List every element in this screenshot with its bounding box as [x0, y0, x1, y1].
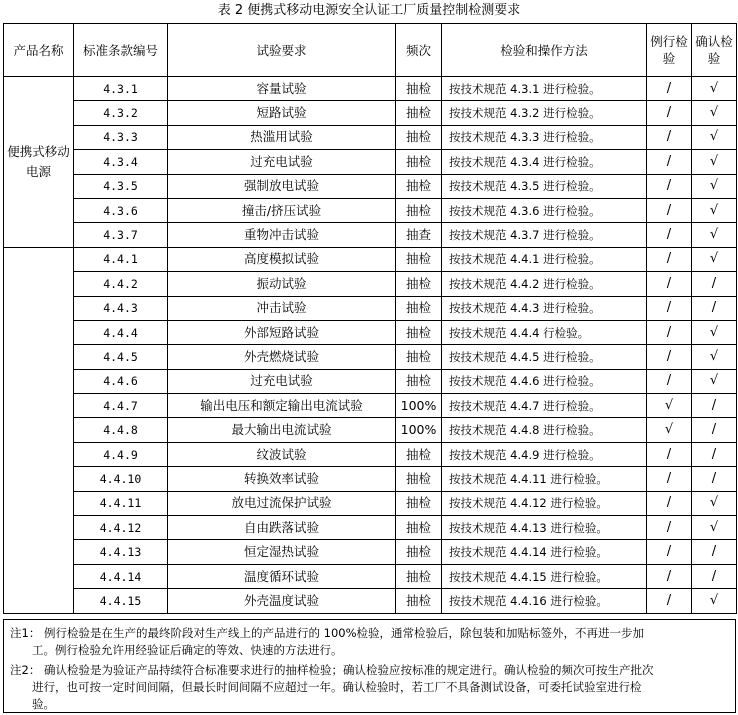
frequency-cell: 抽检 — [396, 125, 442, 149]
frequency-cell: 抽检 — [396, 77, 442, 101]
notes-box — [3, 619, 736, 713]
frequency-cell: 抽检 — [396, 174, 442, 198]
table-row — [4, 418, 737, 442]
frequency-cell: 抽检 — [396, 320, 442, 344]
requirement-cell: 振动试验 — [168, 272, 396, 296]
frequency-cell: 抽检 — [396, 467, 442, 491]
frequency-cell: 抽检 — [396, 150, 442, 174]
note-1 — [10, 625, 730, 659]
method-cell: 按技术规范 4.4.3 进行检验。 — [442, 296, 647, 320]
requirement-cell: 恒定湿热试验 — [168, 540, 396, 564]
confirm-mark-cell: √ — [692, 125, 737, 149]
clause-cell: 4.4.9 — [74, 442, 168, 466]
routine-mark-cell: √ — [647, 394, 692, 418]
header-confirm: 确认检验 — [692, 24, 737, 77]
clause-cell: 4.3.1 — [74, 77, 168, 101]
requirement-cell: 外壳温度试验 — [168, 589, 396, 613]
table-row — [4, 223, 737, 247]
routine-mark-cell: / — [647, 369, 692, 393]
routine-mark-cell: / — [647, 345, 692, 369]
method-cell: 按技术规范 4.4.16 进行检验。 — [442, 589, 647, 613]
frequency-cell: 抽检 — [396, 345, 442, 369]
header-method: 检验和操作方法 — [442, 24, 647, 77]
routine-mark-cell: / — [647, 540, 692, 564]
method-cell: 按技术规范 4.4.7 进行检验。 — [442, 394, 647, 418]
clause-cell: 4.4.7 — [74, 394, 168, 418]
clause-cell: 4.4.4 — [74, 320, 168, 344]
table-row — [4, 345, 737, 369]
method-cell: 按技术规范 4.3.4 进行检验。 — [442, 150, 647, 174]
method-cell: 按技术规范 4.4.12 进行检验。 — [442, 491, 647, 515]
requirement-cell: 热滥用试验 — [168, 125, 396, 149]
table-row — [4, 150, 737, 174]
confirm-mark-cell: √ — [692, 369, 737, 393]
routine-mark-cell: / — [647, 589, 692, 613]
confirm-mark-cell: √ — [692, 345, 737, 369]
method-cell: 按技术规范 4.4.1 进行检验。 — [442, 247, 647, 271]
routine-mark-cell: / — [647, 296, 692, 320]
requirement-cell: 外壳燃烧试验 — [168, 345, 396, 369]
confirm-mark-cell: √ — [692, 223, 737, 247]
clause-cell: 4.4.15 — [74, 589, 168, 613]
method-cell: 按技术规范 4.4.15 进行检验。 — [442, 564, 647, 588]
header-frequency: 频次 — [396, 24, 442, 77]
frequency-cell: 抽检 — [396, 589, 442, 613]
routine-mark-cell: / — [647, 272, 692, 296]
clause-cell: 4.3.7 — [74, 223, 168, 247]
frequency-cell: 抽检 — [396, 491, 442, 515]
table-row — [4, 491, 737, 515]
confirm-mark-cell: / — [692, 418, 737, 442]
requirement-cell: 自由跌落试验 — [168, 516, 396, 540]
method-cell: 按技术规范 4.3.6 进行检验。 — [442, 198, 647, 222]
requirement-cell: 过充电试验 — [168, 369, 396, 393]
clause-cell: 4.4.3 — [74, 296, 168, 320]
requirement-cell: 强制放电试验 — [168, 174, 396, 198]
requirement-cell: 放电过流保护试验 — [168, 491, 396, 515]
header-clause: 标准条款编号 — [74, 24, 168, 77]
routine-mark-cell: / — [647, 320, 692, 344]
method-cell: 按技术规范 4.3.3 进行检验。 — [442, 125, 647, 149]
method-cell: 按技术规范 4.3.1 进行检验。 — [442, 77, 647, 101]
method-cell: 按技术规范 4.3.5 进行检验。 — [442, 174, 647, 198]
frequency-cell: 抽检 — [396, 540, 442, 564]
product-name-cell: 便携式移动电源 — [4, 77, 74, 248]
table-body — [4, 77, 737, 614]
table-row — [4, 564, 737, 588]
confirm-mark-cell: / — [692, 296, 737, 320]
frequency-cell: 抽检 — [396, 272, 442, 296]
method-cell: 按技术规范 4.4.2 进行检验。 — [442, 272, 647, 296]
method-cell: 按技术规范 4.4.6 进行检验。 — [442, 369, 647, 393]
method-cell: 按技术规范 4.4.9 进行检验。 — [442, 442, 647, 466]
note-2-line-2: 进行，也可按一定时间间隔，但最长时间间隔不应超过一年。确认检验时，若工厂不具备测试设备，可委托试验室进行检 — [32, 680, 642, 694]
clause-cell: 4.3.2 — [74, 101, 168, 125]
clause-cell: 4.3.4 — [74, 150, 168, 174]
clause-cell: 4.4.12 — [74, 516, 168, 540]
routine-mark-cell: / — [647, 223, 692, 247]
note-2-line-1: 注2： 确认检验是为验证产品持续符合标准要求进行的抽样检验；确认检验应按标准的规定进行。确认检验的频次可按生产批次 — [10, 663, 654, 677]
confirm-mark-cell: √ — [692, 320, 737, 344]
requirement-cell: 短路试验 — [168, 101, 396, 125]
routine-mark-cell: / — [647, 247, 692, 271]
frequency-cell: 抽检 — [396, 369, 442, 393]
routine-mark-cell: / — [647, 516, 692, 540]
method-cell: 按技术规范 4.4.8 进行检验。 — [442, 418, 647, 442]
routine-mark-cell: / — [647, 150, 692, 174]
clause-cell: 4.3.6 — [74, 198, 168, 222]
confirm-mark-cell: / — [692, 467, 737, 491]
confirm-mark-cell: / — [692, 394, 737, 418]
table-title: 表 2 便携式移动电源安全认证工厂质量控制检测要求 — [217, 3, 521, 18]
method-cell: 按技术规范 4.3.2 进行检验。 — [442, 101, 647, 125]
confirm-mark-cell: √ — [692, 101, 737, 125]
table-row — [4, 296, 737, 320]
requirement-cell: 高度模拟试验 — [168, 247, 396, 271]
frequency-cell: 抽查 — [396, 223, 442, 247]
requirement-cell: 过充电试验 — [168, 150, 396, 174]
table-row — [4, 77, 737, 101]
table-row — [4, 394, 737, 418]
table-row — [4, 247, 737, 271]
clause-cell: 4.4.6 — [74, 369, 168, 393]
confirm-mark-cell: √ — [692, 589, 737, 613]
confirm-mark-cell: / — [692, 564, 737, 588]
routine-mark-cell: / — [647, 442, 692, 466]
table-row — [4, 198, 737, 222]
routine-mark-cell: / — [647, 125, 692, 149]
clause-cell: 4.4.5 — [74, 345, 168, 369]
table-row — [4, 540, 737, 564]
frequency-cell: 抽检 — [396, 516, 442, 540]
confirm-mark-cell: √ — [692, 491, 737, 515]
clause-cell: 4.3.5 — [74, 174, 168, 198]
requirement-cell: 外部短路试验 — [168, 320, 396, 344]
requirement-cell: 容量试验 — [168, 77, 396, 101]
header-requirement: 试验要求 — [168, 24, 396, 77]
clause-cell: 4.4.8 — [74, 418, 168, 442]
method-cell: 按技术规范 4.4.11 进行检验。 — [442, 467, 647, 491]
header-routine: 例行检验 — [647, 24, 692, 77]
table-row — [4, 174, 737, 198]
note-1-line-2: 工。例行检验允许用经验证后确定的等效、快速的方法进行。 — [32, 643, 343, 657]
frequency-cell: 抽检 — [396, 442, 442, 466]
frequency-cell: 100% — [396, 394, 442, 418]
frequency-cell: 抽检 — [396, 198, 442, 222]
clause-cell: 4.4.10 — [74, 467, 168, 491]
table-row — [4, 101, 737, 125]
requirement-cell: 温度循环试验 — [168, 564, 396, 588]
table-row — [4, 516, 737, 540]
frequency-cell: 抽检 — [396, 247, 442, 271]
requirement-cell: 最大输出电流试验 — [168, 418, 396, 442]
method-cell: 按技术规范 4.4.13 进行检验。 — [442, 516, 647, 540]
product-name-cell-empty — [4, 247, 74, 613]
quality-control-table — [3, 23, 737, 614]
frequency-cell: 抽检 — [396, 296, 442, 320]
clause-cell: 4.4.13 — [74, 540, 168, 564]
confirm-mark-cell: √ — [692, 77, 737, 101]
table-header-row — [4, 24, 737, 77]
frequency-cell: 抽检 — [396, 564, 442, 588]
method-cell: 按技术规范 4.3.7 进行检验。 — [442, 223, 647, 247]
confirm-mark-cell: / — [692, 272, 737, 296]
header-product: 产品名称 — [4, 24, 74, 77]
table-row — [4, 272, 737, 296]
clause-cell: 4.4.11 — [74, 491, 168, 515]
routine-mark-cell: / — [647, 101, 692, 125]
note-1-line-1: 注1： 例行检验是在生产的最终阶段对生产线上的产品进行的 100%检验，通常检验后，除包装和加贴标签外，不再进一步加 — [10, 626, 644, 640]
clause-cell: 4.4.2 — [74, 272, 168, 296]
requirement-cell: 重物冲击试验 — [168, 223, 396, 247]
table-row — [4, 467, 737, 491]
table-row — [4, 442, 737, 466]
routine-mark-cell: / — [647, 77, 692, 101]
clause-cell: 4.3.3 — [74, 125, 168, 149]
table-row — [4, 369, 737, 393]
confirm-mark-cell: / — [692, 540, 737, 564]
requirement-cell: 纹波试验 — [168, 442, 396, 466]
note-2-line-3: 验。 — [32, 697, 55, 711]
confirm-mark-cell: √ — [692, 516, 737, 540]
confirm-mark-cell: √ — [692, 174, 737, 198]
requirement-cell: 冲击试验 — [168, 296, 396, 320]
table-row — [4, 589, 737, 613]
confirm-mark-cell: / — [692, 442, 737, 466]
routine-mark-cell: / — [647, 174, 692, 198]
requirement-cell: 输出电压和额定输出电流试验 — [168, 394, 396, 418]
routine-mark-cell: / — [647, 564, 692, 588]
routine-mark-cell: √ — [647, 418, 692, 442]
routine-mark-cell: / — [647, 198, 692, 222]
table-row — [4, 320, 737, 344]
confirm-mark-cell: √ — [692, 150, 737, 174]
table-row — [4, 125, 737, 149]
routine-mark-cell: / — [647, 467, 692, 491]
requirement-cell: 撞击/挤压试验 — [168, 198, 396, 222]
frequency-cell: 100% — [396, 418, 442, 442]
frequency-cell: 抽检 — [396, 101, 442, 125]
method-cell: 按技术规范 4.4.14 进行检验。 — [442, 540, 647, 564]
clause-cell: 4.4.1 — [74, 247, 168, 271]
confirm-mark-cell: √ — [692, 198, 737, 222]
clause-cell: 4.4.14 — [74, 564, 168, 588]
method-cell: 按技术规范 4.4.5 进行检验。 — [442, 345, 647, 369]
confirm-mark-cell: √ — [692, 247, 737, 271]
requirement-cell: 转换效率试验 — [168, 467, 396, 491]
routine-mark-cell: / — [647, 491, 692, 515]
method-cell: 按技术规范 4.4.4 行检验。 — [442, 320, 647, 344]
note-2 — [10, 662, 730, 713]
